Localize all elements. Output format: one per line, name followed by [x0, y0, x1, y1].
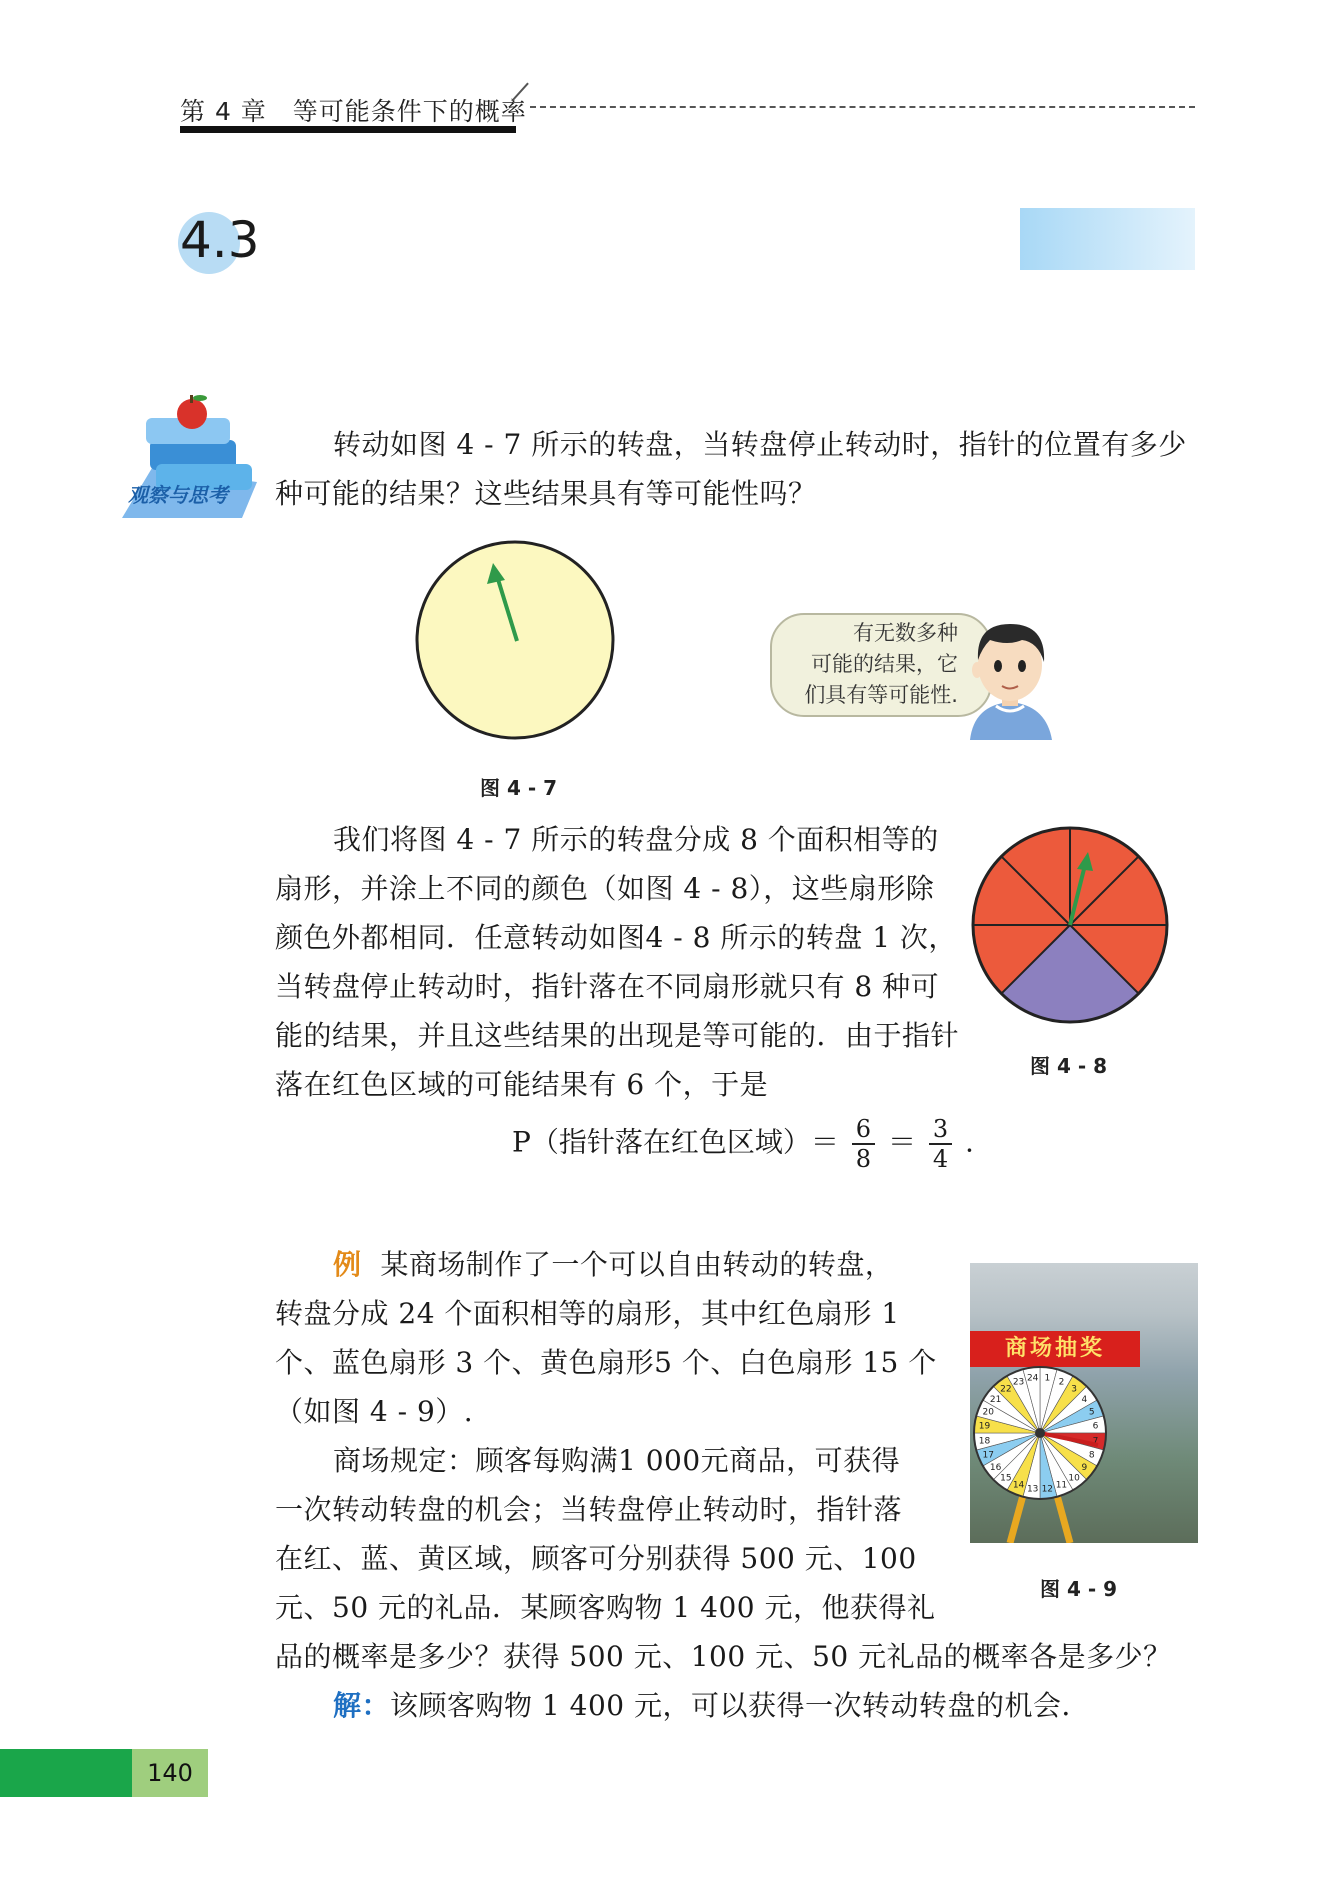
wheel-number: 13: [1026, 1484, 1039, 1495]
wheel-number: 12: [1041, 1484, 1054, 1495]
wheel-number: 11: [1055, 1480, 1068, 1491]
speech-line-2: 可能的结果，它: [811, 652, 958, 676]
section-number: 4.3: [180, 211, 260, 269]
probability-formula: [512, 1115, 974, 1173]
figure-4-9-photo: [970, 1263, 1198, 1543]
formula-lhs: P（指针落在红色区域）＝: [512, 1125, 839, 1159]
formula-end: .: [965, 1125, 974, 1159]
observe-think-icon: [112, 390, 262, 525]
wheel-number: 17: [982, 1450, 994, 1461]
wheel-number: 16: [989, 1463, 1002, 1474]
example-question-paragraph: [275, 1632, 1205, 1730]
wheel-number: 2: [1058, 1377, 1065, 1388]
fraction-3-4: [929, 1115, 952, 1173]
wheel-number: 6: [1092, 1421, 1099, 1432]
solution-label: 解：: [333, 1689, 391, 1722]
rule-line-3: 在红、蓝、黄区域，顾客可分别获得 500 元、100: [275, 1542, 917, 1575]
example-label: 例: [333, 1248, 362, 1281]
wheel-number: 7: [1092, 1436, 1099, 1447]
wheel-number: 19: [978, 1421, 991, 1432]
wheel-number: 14: [1012, 1480, 1025, 1491]
wheel-number: 10: [1068, 1473, 1080, 1484]
explanation-line-3: 颜色外都相同．任意转动如图4 - 8 所示的转盘 1 次，: [275, 921, 957, 954]
rule-line-5: 品的概率是多少？获得 500 元、100 元、50 元礼品的概率各是多少？: [275, 1640, 1172, 1673]
fraction-6-8: [852, 1115, 875, 1173]
speech-line-1: 有无数多种: [853, 621, 958, 645]
page-number: 140: [132, 1749, 208, 1797]
chapter-header: 第 4 章 等可能条件下的概率: [180, 97, 527, 126]
figure-4-7-caption: 图 4 - 7: [480, 776, 558, 800]
example-line-1: 某商场制作了一个可以自由转动的转盘，: [380, 1248, 894, 1281]
explanation-line-6: 落在红色区域的可能结果有 6 个，于是: [275, 1068, 769, 1101]
observe-think-paragraph: [275, 420, 1205, 518]
fraction-6-8-numerator: 6: [852, 1115, 875, 1145]
rule-line-4: 元、50 元的礼品．某顾客购物 1 400 元，他获得礼: [275, 1591, 936, 1624]
figure-4-7-spinner: [415, 540, 615, 740]
header-underline: [180, 126, 516, 133]
rule-line-2: 一次转动转盘的机会；当转盘停止转动时，指针落: [275, 1493, 903, 1526]
figure-4-8-spinner: [970, 825, 1170, 1025]
figure-4-8-caption: 图 4 - 8: [1030, 1054, 1108, 1078]
example-paragraph: [275, 1240, 955, 1632]
footer-green-bar: [0, 1749, 132, 1797]
wheel-number: 9: [1081, 1463, 1088, 1474]
example-line-2: 转盘分成 24 个面积相等的扇形，其中红色扇形 1: [275, 1297, 900, 1330]
figure-4-9-caption: 图 4 - 9: [1040, 1577, 1118, 1601]
explanation-line-5: 能的结果，并且这些结果的出现是等可能的．由于指针: [275, 1019, 960, 1052]
explanation-line-4: 当转盘停止转动时，指针落在不同扇形就只有 8 种可: [275, 970, 940, 1003]
observe-think-text: 转动如图 4 - 7 所示的转盘，当转盘停止转动时，指针的位置有多少种可能的结果？这些结果具有等可能性吗？: [275, 428, 1187, 510]
fraction-3-4-denominator: 4: [932, 1145, 949, 1173]
wheel-number: 8: [1088, 1450, 1095, 1461]
wheel-number: 20: [982, 1407, 994, 1418]
lottery-sign: [970, 1331, 1140, 1367]
wheel-number: 24: [1026, 1373, 1039, 1384]
rule-line-1: 商场规定：顾客每购满1 000元商品，可获得: [333, 1444, 901, 1477]
wheel-number: 21: [989, 1394, 1002, 1405]
wheel-number: 5: [1088, 1407, 1095, 1418]
wheel-number: 3: [1071, 1384, 1077, 1395]
lottery-sign-text: 商场抽奖: [1004, 1336, 1105, 1361]
speech-line-3: 们具有等可能性.: [804, 683, 958, 707]
speech-bubble-text: [786, 618, 958, 711]
wheel-number: 4: [1081, 1394, 1088, 1405]
fraction-3-4-numerator: 3: [929, 1115, 952, 1145]
wheel-number: 1: [1044, 1373, 1051, 1384]
wheel-number: 15: [1000, 1473, 1012, 1484]
example-line-3: 个、蓝色扇形 3 个、黄色扇形5 个、白色扇形 15 个: [275, 1346, 937, 1379]
wheel-number: 18: [978, 1436, 991, 1447]
wheel-number: 22: [1000, 1384, 1012, 1395]
formula-equals: ＝: [887, 1125, 916, 1159]
boy-illustration: [960, 610, 1060, 740]
observe-think-icon-text: 观察与思考: [128, 483, 228, 507]
example-line-4: （如图 4 - 9）.: [275, 1395, 474, 1428]
wheel-number: 23: [1012, 1377, 1025, 1388]
lottery-wheel: [970, 1363, 1110, 1543]
section-title-bar: [1020, 208, 1195, 270]
explanation-line-1: 我们将图 4 - 7 所示的转盘分成 8 个面积相等的: [333, 823, 939, 856]
header-dashed-line: [530, 106, 1195, 108]
fraction-6-8-denominator: 8: [855, 1145, 872, 1173]
solution-text: 该顾客购物 1 400 元，可以获得一次转动转盘的机会．: [390, 1689, 1090, 1722]
explanation-paragraph: [275, 815, 975, 1109]
explanation-line-2: 扇形，并涂上不同的颜色（如图 4 - 8），这些扇形除: [275, 872, 935, 905]
